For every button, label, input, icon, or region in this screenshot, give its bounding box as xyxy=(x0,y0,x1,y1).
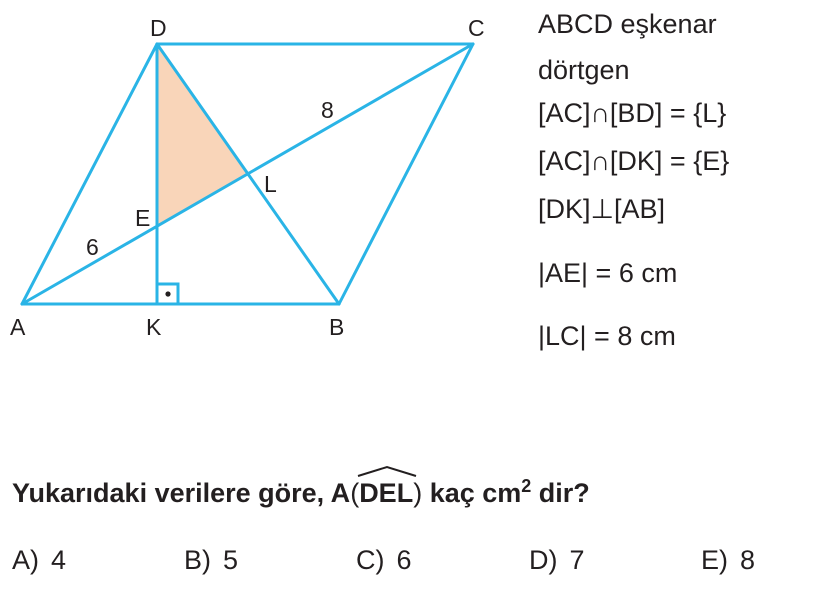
question-open-paren: ( xyxy=(350,478,360,508)
choice-b[interactable] xyxy=(184,545,238,576)
given-line-6: |AE| = 6 cm xyxy=(538,258,678,288)
choice-c[interactable] xyxy=(356,545,412,576)
rhombus-figure xyxy=(0,0,530,350)
choice-letter: A) xyxy=(12,545,39,575)
segment-label-lc: 8 xyxy=(321,97,334,123)
arc-del xyxy=(359,478,413,509)
given-line-5: [DK]⊥[AB] xyxy=(538,194,666,224)
right-angle-dot xyxy=(165,291,170,296)
segment-label-ae: 6 xyxy=(86,234,99,260)
choice-a[interactable] xyxy=(12,545,66,576)
choice-letter: B) xyxy=(184,545,211,575)
given-line-1: ABCD eşkenar xyxy=(538,9,717,39)
point-label-b: B xyxy=(329,314,345,340)
given-line-7: |LC| = 8 cm xyxy=(538,321,676,351)
question-middle: kaç cm xyxy=(422,478,522,508)
point-label-c: C xyxy=(468,15,485,41)
point-label-k: K xyxy=(146,314,162,340)
arc-text: DEL xyxy=(359,478,414,508)
point-label-e: E xyxy=(135,205,151,231)
question-text xyxy=(12,476,590,509)
choice-value: 7 xyxy=(569,545,585,575)
choice-value: 6 xyxy=(396,545,412,575)
point-label-a: A xyxy=(10,314,26,340)
choice-d[interactable] xyxy=(529,545,585,576)
choice-e[interactable] xyxy=(701,545,755,576)
point-label-l: L xyxy=(264,171,277,197)
question-prefix: Yukarıdaki verilere göre, A xyxy=(12,478,351,508)
question-suffix: dir? xyxy=(531,478,590,508)
given-line-4: [AC]∩[DK] = {E} xyxy=(538,146,730,176)
question-close-paren: ) xyxy=(413,478,423,508)
arc-symbol xyxy=(357,465,417,477)
given-line-3: [AC]∩[BD] = {L} xyxy=(538,98,727,128)
question-exponent: 2 xyxy=(521,476,532,496)
choice-letter: E) xyxy=(701,545,728,575)
choice-value: 8 xyxy=(740,545,756,575)
given-line-2: dörtgen xyxy=(538,55,630,85)
choice-value: 4 xyxy=(51,545,67,575)
choice-value: 5 xyxy=(223,545,239,575)
choice-letter: D) xyxy=(529,545,558,575)
point-label-d: D xyxy=(150,15,167,41)
choice-letter: C) xyxy=(356,545,385,575)
